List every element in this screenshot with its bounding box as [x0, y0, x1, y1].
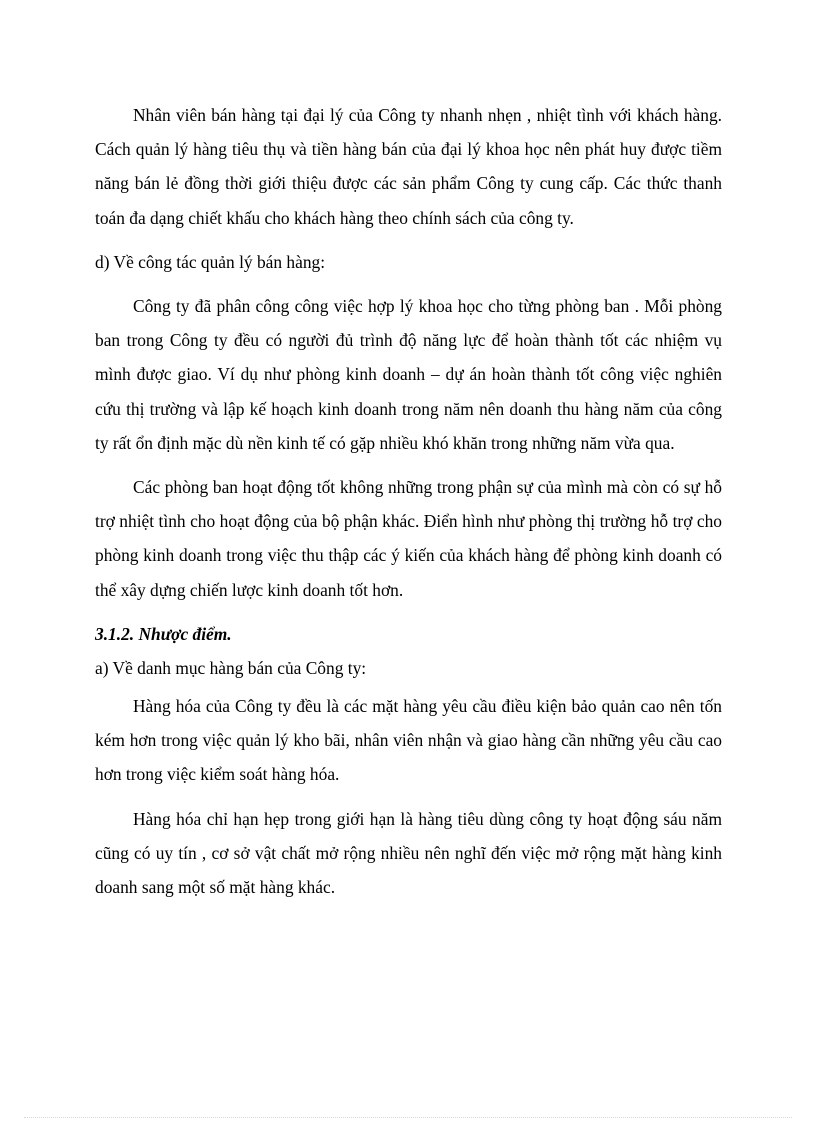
heading-sales-management: d) Về công tác quản lý bán hàng: — [95, 251, 326, 272]
document-page — [95, 98, 722, 904]
page-bottom-divider — [24, 1117, 792, 1118]
paragraph-product-range: Hàng hóa chỉ hạn hẹp trong giới hạn là hàng tiêu dùng công ty hoạt động sáu năm cũng có uy tín , cơ sở vật chất mở rộng nhiều nên nghĩ đến việc mở rộng mặt hàng kinh doanh sang một số mặt hàng khác. — [95, 808, 722, 898]
paragraph-department-assignment: Công ty đã phân công công việc hợp lý khoa học cho từng phòng ban . Mỗi phòng ban trong Công ty đều có người đủ trình độ năng lực để hoàn thành tốt các nhiệm vụ mình được giao. Ví dụ như phòng kinh doanh – dự án hoàn thành tốt công việc nghiên cứu thị trường và lập kế hoạch kinh doanh trong năm nên doanh thu hàng năm của công ty rất ổn định mặc dù nền kinh tế có gặp nhiều khó khăn trong những năm vừa qua. — [95, 296, 722, 453]
section-title-weaknesses: 3.1.2. Nhược điểm. — [95, 623, 232, 644]
paragraph-department-cooperation: Các phòng ban hoạt động tốt không những trong phận sự của mình mà còn có sự hỗ trợ nhiệt tình cho hoạt động của bộ phận khác. Điển hình như phòng thị trường hỗ trợ cho phòng kinh doanh trong việc thu thập các ý kiến của khách hàng để phòng kinh doanh có thể xây dựng chiến lược kinh doanh tốt hơn. — [95, 477, 722, 600]
heading-product-catalog: a) Về danh mục hàng bán của Công ty: — [95, 657, 367, 678]
paragraph-storage-requirements: Hàng hóa của Công ty đều là các mặt hàng yêu cầu điều kiện bảo quản cao nên tốn kém hơn trong việc quản lý kho bãi, nhân viên nhận và giao hàng cần những yêu cầu cao hơn trong việc kiểm soát hàng hóa. — [95, 696, 722, 785]
paragraph-sales-staff: Nhân viên bán hàng tại đại lý của Công ty nhanh nhẹn , nhiệt tình với khách hàng. Cách quản lý hàng tiêu thụ và tiền hàng bán của đại lý khoa học nên phát huy được tiềm năng bán lẻ đồng thời giới thiệu được các sản phẩm Công ty cung cấp. Các thức thanh toán đa dạng chiết khấu cho khách hàng theo chính sách của công ty. — [95, 105, 722, 228]
